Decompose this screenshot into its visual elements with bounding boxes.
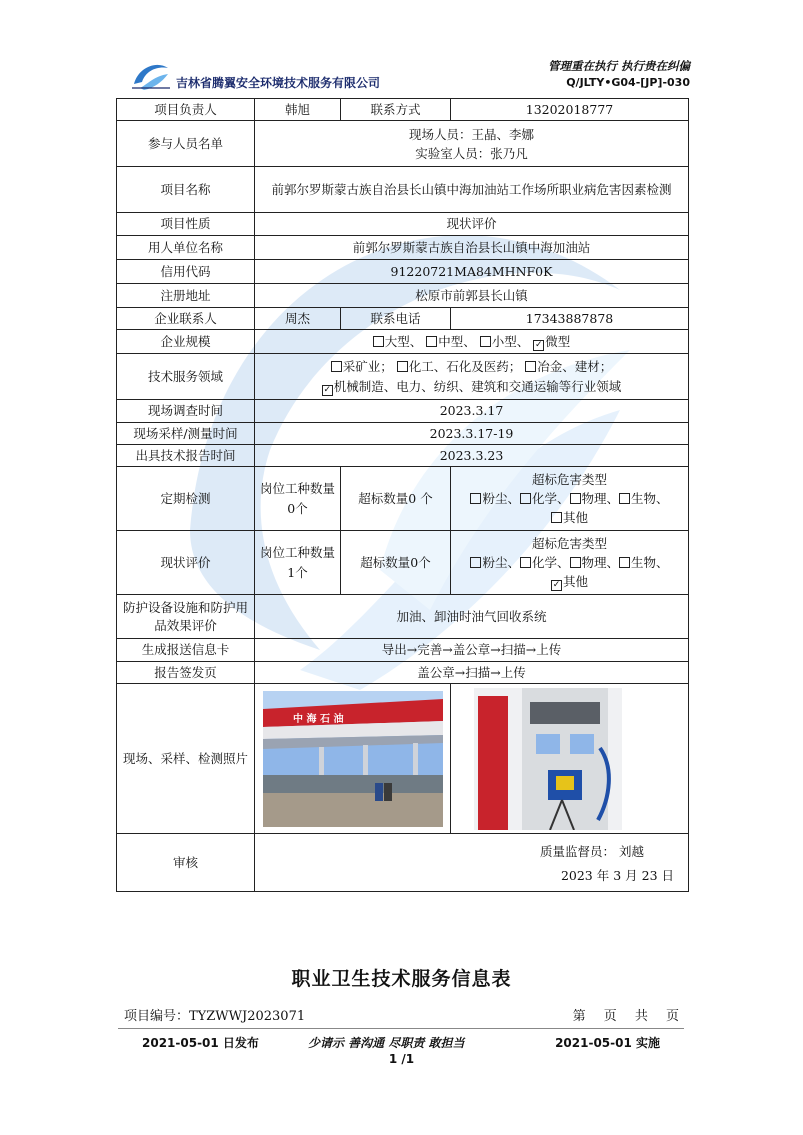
project-number: 项目编号：TYZWWJ2023071	[124, 1009, 306, 1024]
checkbox-icon	[426, 336, 437, 347]
gas-station-photo	[263, 691, 443, 827]
hazard-other: 其他	[562, 510, 588, 526]
audit-label: 审核	[117, 834, 255, 892]
document-code: Q/JLTY•G04-[JP]-030	[566, 76, 690, 89]
scale-option-medium: 中型	[426, 334, 463, 349]
scale-option-micro: ✓ 微型	[534, 333, 571, 350]
page-number: 1 /1	[388, 1052, 415, 1066]
sampling-time-label: 现场采样/测量时间	[117, 422, 255, 444]
participants-label: 参与人员名单	[117, 121, 255, 167]
participants-site: 现场人员：王晶、李娜	[408, 126, 534, 142]
address-value: 松原市前郭县长山镇	[255, 283, 689, 307]
footer-motto: 少请示 善沟通 尽职责 敢担当	[308, 1036, 465, 1050]
checkbox-icon: ✓	[534, 339, 543, 350]
hazard-chemical: 化学	[531, 555, 557, 571]
field-label: 技术服务领域	[117, 354, 255, 400]
nature-label: 项目性质	[117, 213, 255, 235]
checkbox-icon	[397, 361, 408, 372]
participants-lab: 实验室人员：张乃凡	[415, 145, 528, 161]
hazard-type-label: 超标危害类型	[531, 535, 607, 551]
form-title: 职业卫生技术服务信息表	[291, 968, 512, 990]
contact-label: 联系方式	[341, 99, 451, 121]
report-time-label: 出具技术报告时间	[117, 444, 255, 466]
checkbox-icon	[520, 493, 531, 504]
participants-value	[255, 121, 689, 167]
field-option-machinery: ✓ 机械制造、电力、纺织、建筑和交通运输等行业领域	[323, 378, 622, 395]
project-name-label: 项目名称	[117, 167, 255, 213]
company-name: 吉林省腾翼安全环境技术服务有限公司	[176, 76, 381, 90]
field-option-mining: 采矿业	[331, 359, 381, 374]
ent-contact-value: 周杰	[255, 307, 341, 329]
current-posts: 岗位工种数量1个	[255, 531, 341, 595]
survey-time-label: 现场调查时间	[117, 400, 255, 422]
checkbox-icon	[520, 557, 531, 568]
scale-label: 企业规模	[117, 330, 255, 354]
field-option-metallurgy: 冶金、建材	[525, 359, 600, 374]
ent-contact-label: 企业联系人	[117, 307, 255, 329]
company-logo-icon	[130, 58, 172, 92]
photos-label: 现场、采样、检测照片	[117, 684, 255, 834]
scale-option-large: 大型	[373, 334, 410, 349]
hazard-physical: 物理	[581, 555, 607, 571]
report-time-value: 2023.3.23	[255, 444, 689, 466]
scale-option-small: 小型	[480, 334, 517, 349]
card-flow: 导出→完善→盖公章→扫描→上传	[255, 639, 689, 661]
protection-label: 防护设备设施和防护用品效果评价	[117, 595, 255, 639]
project-lead-label: 项目负责人	[117, 99, 255, 121]
hazard-biological: 生物	[631, 491, 657, 507]
hazard-type-label: 超标危害类型	[531, 471, 607, 487]
checkbox-icon	[373, 336, 384, 347]
field-options: 采矿业； 化工、石化及医药； 冶金、建材； ✓ 机械制造、电力、纺织、建筑和交通运输等行业领域	[255, 354, 689, 400]
audit-date: 2023 年 3 月 23 日	[560, 867, 674, 883]
sign-flow: 盖公章→扫描→上传	[255, 661, 689, 683]
page-info: 第 页 共 页	[572, 1009, 679, 1024]
checkbox-icon	[551, 512, 562, 523]
checkbox-icon	[470, 557, 481, 568]
survey-time-value: 2023.3.17	[255, 400, 689, 422]
checkbox-icon: ✓	[323, 384, 331, 395]
station-sign-text: 中 海 石 油	[292, 713, 343, 725]
fuel-pump-photo	[474, 688, 666, 830]
employer-value: 前郭尔罗斯蒙古族自治县长山镇中海加油站	[255, 235, 689, 259]
periodic-label: 定期检测	[117, 467, 255, 531]
contact-phone: 13202018777	[451, 99, 689, 121]
photo-cell-station	[255, 684, 451, 834]
checkbox-icon	[331, 361, 342, 372]
service-info-table	[116, 98, 689, 892]
credit-value: 91220721MA84MHNF0K	[255, 259, 689, 283]
footer-divider	[118, 1028, 684, 1029]
hazard-biological: 生物	[631, 555, 657, 571]
protection-value: 加油、卸油时油气回收系统	[255, 595, 689, 639]
page-header	[120, 52, 690, 98]
scale-options: 大型、 中型、 小型、 ✓ 微型	[255, 330, 689, 354]
checkbox-icon	[480, 336, 491, 347]
periodic-posts: 岗位工种数量0个	[255, 467, 341, 531]
hazard-dust: 粉尘	[482, 555, 508, 571]
periodic-exceed: 超标数量0 个	[341, 467, 451, 531]
periodic-hazards: 超标危害类型 粉尘、 化学、 物理、 生物、 其他	[451, 467, 689, 531]
hazard-physical: 物理	[581, 491, 607, 507]
hazard-other: 其他	[562, 574, 588, 590]
header-slogan: 管理重在执行 执行贵在纠偏	[547, 59, 690, 73]
checkbox-icon	[470, 493, 481, 504]
credit-label: 信用代码	[117, 259, 255, 283]
address-label: 注册地址	[117, 283, 255, 307]
hazard-chemical: 化学	[531, 491, 557, 507]
audit-cell	[255, 834, 689, 892]
current-exceed: 超标数量0个	[341, 531, 451, 595]
checkbox-icon: ✓	[552, 580, 561, 591]
supervisor-line: 质量监督员： 刘越	[540, 843, 644, 859]
sign-label: 报告签发页	[117, 661, 255, 683]
card-label: 生成报送信息卡	[117, 639, 255, 661]
sampling-time-value: 2023.3.17-19	[255, 422, 689, 444]
field-option-chemical: 化工、石化及医药	[397, 359, 509, 374]
checkbox-icon	[570, 493, 581, 504]
checkbox-icon	[525, 361, 536, 372]
current-label: 现状评价	[117, 531, 255, 595]
ent-phone-label: 联系电话	[341, 307, 451, 329]
employer-label: 用人单位名称	[117, 235, 255, 259]
nature-value: 现状评价	[255, 213, 689, 235]
checkbox-icon	[619, 557, 630, 568]
project-lead-value: 韩旭	[255, 99, 341, 121]
ent-phone-value: 17343887878	[451, 307, 689, 329]
hazard-dust: 粉尘	[482, 491, 508, 507]
published-date: 2021-05-01 日发布	[142, 1036, 259, 1050]
photo-cell-pump	[451, 684, 689, 834]
checkbox-icon	[570, 557, 581, 568]
project-name-value: 前郭尔罗斯蒙古族自治县长山镇中海加油站工作场所职业病危害因素检测	[255, 167, 689, 213]
checkbox-icon	[619, 493, 630, 504]
current-hazards: 超标危害类型 粉尘、 化学、 物理、 生物、 ✓ 其他	[451, 531, 689, 595]
effective-date: 2021-05-01 实施	[555, 1036, 660, 1050]
